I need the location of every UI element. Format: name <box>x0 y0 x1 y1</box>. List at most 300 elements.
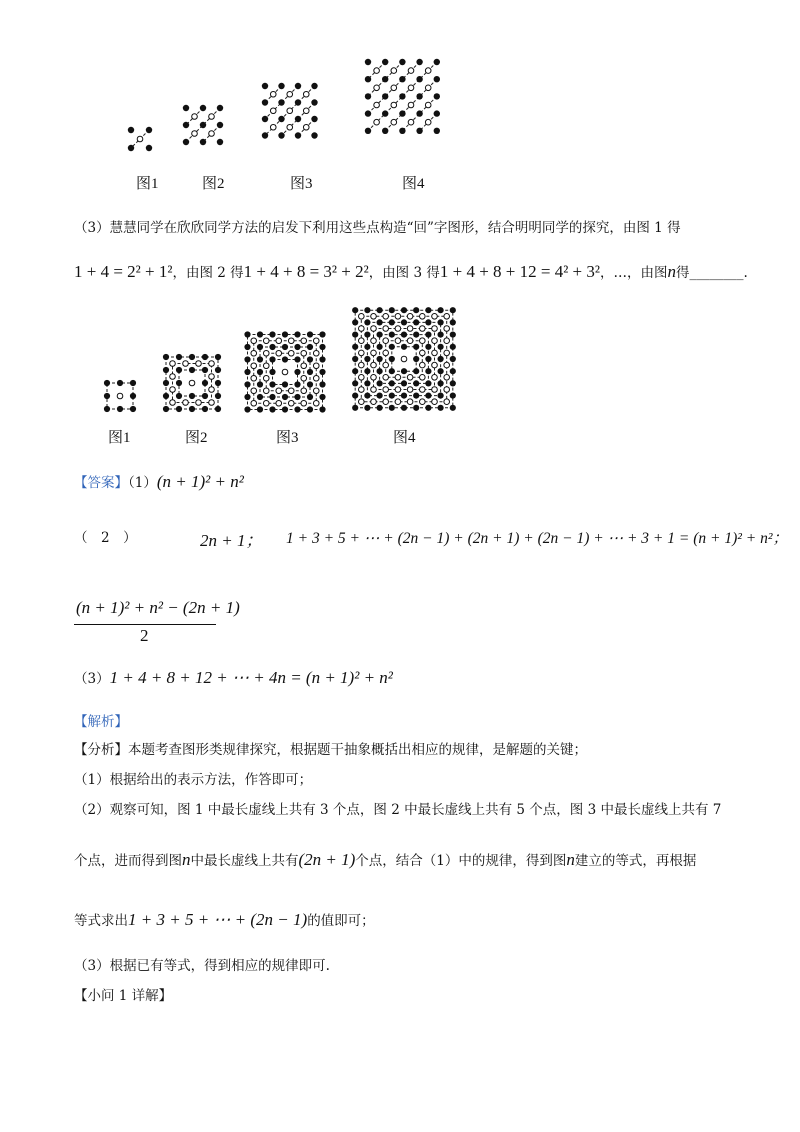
hollow-dot <box>359 362 365 368</box>
analysis-p2-2b: 中最长虚线上共有 <box>190 853 299 869</box>
hollow-dot <box>371 375 377 381</box>
part3-eq2: 1 + 4 + 8 = 3² + 2² <box>243 262 369 281</box>
solid-dot <box>413 368 419 374</box>
hollow-dot <box>301 388 307 394</box>
solid-dot <box>189 393 195 399</box>
analysis-p2-2n2: n <box>566 850 575 869</box>
hollow-dot <box>189 380 195 386</box>
solid-dot <box>163 406 169 412</box>
solid-dot <box>244 356 250 362</box>
analysis-p2-3a: 等式求出 <box>74 913 128 929</box>
solid-dot <box>307 381 313 387</box>
solid-dot <box>146 145 152 151</box>
answer-3: 1 + 4 + 8 + 12 + ⋯ + 4n = (n + 1)² + n² <box>109 668 393 687</box>
bottom-caption-2: 图2 <box>185 430 208 446</box>
hollow-dot <box>313 350 319 356</box>
solid-dot <box>294 344 300 350</box>
hollow-dot <box>444 387 450 393</box>
hollow-dot <box>425 102 431 108</box>
solid-dot <box>364 332 370 338</box>
solid-dot <box>401 332 407 338</box>
hollow-dot <box>251 388 257 394</box>
solid-dot <box>183 122 189 128</box>
solid-dot <box>389 307 395 313</box>
top-caption-4: 图4 <box>402 176 425 192</box>
hollow-dot <box>359 399 365 405</box>
solid-dot <box>365 110 371 116</box>
answer-2-second: 1 + 3 + 5 + ⋯ + (2n − 1) + (2n + 1) + (2n − 1) + ⋯ + 3 + 1 = (n + 1)² + n²； <box>286 530 788 547</box>
solid-dot <box>130 406 136 412</box>
solid-dot <box>352 368 358 374</box>
analysis-p2-line3 <box>74 910 375 931</box>
solid-dot <box>163 354 169 360</box>
solid-dot <box>117 380 123 386</box>
solid-dot <box>217 122 223 128</box>
solid-dot <box>104 406 110 412</box>
solid-dot <box>364 319 370 325</box>
solid-dot <box>163 380 169 386</box>
hollow-dot <box>383 399 389 405</box>
solid-dot <box>434 128 440 134</box>
solid-dot <box>413 380 419 386</box>
part3-eq3: 1 + 4 + 8 + 12 = 4² + 3² <box>439 262 600 281</box>
hollow-dot <box>432 375 438 381</box>
hollow-dot <box>444 350 450 356</box>
part3-text2: ，由图 3 得 <box>368 265 440 281</box>
solid-dot <box>425 307 431 313</box>
solid-dot <box>450 332 456 338</box>
solid-dot <box>377 368 383 374</box>
solid-dot <box>202 393 208 399</box>
solid-dot <box>269 394 275 400</box>
hollow-dot <box>391 85 397 91</box>
hollow-dot <box>407 314 413 320</box>
solid-dot <box>364 393 370 399</box>
hollow-dot <box>303 91 309 97</box>
hollow-dot <box>263 338 269 344</box>
hollow-dot <box>276 350 282 356</box>
hollow-dot <box>383 375 389 381</box>
solid-dot <box>257 381 263 387</box>
solid-dot <box>319 356 325 362</box>
hollow-dot <box>408 102 414 108</box>
solid-dot <box>257 394 263 400</box>
solid-dot <box>282 394 288 400</box>
solid-dot <box>416 128 422 134</box>
hollow-dot <box>401 356 407 362</box>
hollow-dot <box>408 85 414 91</box>
hollow-dot <box>444 362 450 368</box>
solid-dot <box>104 393 110 399</box>
solid-dot <box>307 344 313 350</box>
solid-dot <box>377 356 383 362</box>
bottom-caption-4: 图4 <box>393 430 416 446</box>
solid-dot <box>278 99 284 105</box>
hollow-dot <box>192 114 198 120</box>
hollow-dot <box>383 314 389 320</box>
answer-3-num: （3） <box>74 671 110 687</box>
hollow-dot <box>395 399 401 405</box>
solid-dot <box>438 319 444 325</box>
answer-label: 【答案】 <box>74 475 128 491</box>
hollow-dot <box>288 350 294 356</box>
solid-dot <box>294 394 300 400</box>
hollow-dot <box>420 375 426 381</box>
solid-dot <box>202 354 208 360</box>
solid-dot <box>389 332 395 338</box>
hollow-dot <box>287 124 293 130</box>
solid-dot <box>307 406 313 412</box>
solid-dot <box>130 393 136 399</box>
solid-dot <box>401 344 407 350</box>
answer-2-frac-den: 2 <box>140 626 149 645</box>
solid-dot <box>438 332 444 338</box>
solid-dot <box>413 332 419 338</box>
hollow-dot <box>209 374 215 380</box>
solid-dot <box>244 394 250 400</box>
solid-dot <box>176 406 182 412</box>
analysis-fenxi: 【分析】本题考查图形类规律探究，根据题干抽象概括出相应的规律，是解题的关键； <box>74 742 587 758</box>
solid-dot <box>217 105 223 111</box>
hollow-dot <box>432 387 438 393</box>
solid-dot <box>307 356 313 362</box>
hollow-dot <box>287 91 293 97</box>
hollow-dot <box>408 119 414 125</box>
solid-dot <box>244 344 250 350</box>
part3-eq1: 1 + 4 = 2² + 1² <box>74 262 173 281</box>
hollow-dot <box>383 387 389 393</box>
solid-dot <box>365 128 371 134</box>
solid-dot <box>257 356 263 362</box>
solid-dot <box>434 110 440 116</box>
solid-dot <box>244 331 250 337</box>
solid-dot <box>434 59 440 65</box>
solid-dot <box>269 356 275 362</box>
solid-dot <box>438 368 444 374</box>
bottom-caption-3: 图3 <box>276 430 299 446</box>
hollow-dot <box>407 375 413 381</box>
solid-dot <box>434 76 440 82</box>
hollow-dot <box>251 350 257 356</box>
hollow-dot <box>313 375 319 381</box>
hollow-dot <box>288 338 294 344</box>
solid-dot <box>425 332 431 338</box>
solid-dot <box>352 405 358 411</box>
solid-dot <box>416 59 422 65</box>
hollow-dot <box>276 338 282 344</box>
analysis-xiao: 【小问 1 详解】 <box>74 988 173 1004</box>
solid-dot <box>294 331 300 337</box>
hollow-dot <box>420 387 426 393</box>
solid-dot <box>399 128 405 134</box>
answer-line1 <box>74 472 244 493</box>
hollow-dot <box>251 400 257 406</box>
bottom-caption-1: 图1 <box>108 430 131 446</box>
solid-dot <box>352 319 358 325</box>
solid-dot <box>215 354 221 360</box>
solid-dot <box>244 381 250 387</box>
solid-dot <box>278 83 284 89</box>
hollow-dot <box>407 399 413 405</box>
analysis-p2-2c: 个点，结合（1）中的规律，得到图 <box>355 853 567 869</box>
solid-dot <box>399 76 405 82</box>
hollow-dot <box>196 361 202 367</box>
hollow-dot <box>313 388 319 394</box>
solid-dot <box>425 393 431 399</box>
hollow-dot <box>287 108 293 114</box>
hollow-dot <box>251 363 257 369</box>
solid-dot <box>282 381 288 387</box>
hollow-dot <box>301 375 307 381</box>
solid-dot <box>352 393 358 399</box>
hollow-dot <box>371 399 377 405</box>
hollow-dot <box>263 375 269 381</box>
solid-dot <box>269 369 275 375</box>
hollow-dot <box>288 400 294 406</box>
solid-dot <box>189 367 195 373</box>
solid-dot <box>389 405 395 411</box>
solid-dot <box>352 332 358 338</box>
answer-2-frac-line <box>74 624 216 625</box>
solid-dot <box>262 116 268 122</box>
solid-dot <box>364 356 370 362</box>
answer-2-num: （ 2 ） <box>74 530 137 546</box>
part3-text1: ，由图 2 得 <box>172 265 244 281</box>
hollow-dot <box>137 136 143 142</box>
solid-dot <box>307 394 313 400</box>
hollow-dot <box>383 350 389 356</box>
solid-dot <box>294 406 300 412</box>
hollow-dot <box>432 362 438 368</box>
top-caption-3: 图3 <box>290 176 313 192</box>
hollow-dot <box>359 326 365 332</box>
hollow-dot <box>432 399 438 405</box>
solid-dot <box>104 380 110 386</box>
solid-dot <box>364 368 370 374</box>
hollow-dot <box>395 387 401 393</box>
solid-dot <box>200 139 206 145</box>
hollow-dot <box>276 400 282 406</box>
solid-dot <box>438 356 444 362</box>
hollow-dot <box>383 338 389 344</box>
solid-dot <box>377 344 383 350</box>
hollow-dot <box>303 124 309 130</box>
analysis-p2-2m: (2n + 1) <box>298 850 356 869</box>
hollow-dot <box>313 363 319 369</box>
hollow-dot <box>420 350 426 356</box>
solid-dot <box>352 307 358 313</box>
solid-dot <box>269 381 275 387</box>
solid-dot <box>202 406 208 412</box>
solid-dot <box>319 369 325 375</box>
solid-dot <box>146 127 152 133</box>
hollow-dot <box>170 387 176 393</box>
hollow-dot <box>444 375 450 381</box>
solid-dot <box>450 356 456 362</box>
hollow-dot <box>420 362 426 368</box>
solid-dot <box>311 132 317 138</box>
analysis-p2-3b: 的值即可； <box>307 913 375 929</box>
solid-dot <box>262 83 268 89</box>
solid-dot <box>434 93 440 99</box>
solid-dot <box>377 307 383 313</box>
solid-dot <box>365 59 371 65</box>
solid-dot <box>130 380 136 386</box>
hollow-dot <box>374 85 380 91</box>
solid-dot <box>319 394 325 400</box>
hollow-dot <box>209 361 215 367</box>
solid-dot <box>413 307 419 313</box>
solid-dot <box>262 132 268 138</box>
hollow-dot <box>371 387 377 393</box>
solid-dot <box>425 405 431 411</box>
solid-dot <box>364 380 370 386</box>
solid-dot <box>319 344 325 350</box>
solid-dot <box>163 367 169 373</box>
hollow-dot <box>395 375 401 381</box>
hollow-dot <box>391 68 397 74</box>
solid-dot <box>365 93 371 99</box>
hollow-dot <box>407 326 413 332</box>
solid-dot <box>262 99 268 105</box>
solid-dot <box>450 380 456 386</box>
solid-dot <box>416 76 422 82</box>
hollow-dot <box>359 350 365 356</box>
hollow-dot <box>420 399 426 405</box>
solid-dot <box>352 344 358 350</box>
hollow-dot <box>196 400 202 406</box>
solid-dot <box>269 344 275 350</box>
solid-dot <box>401 368 407 374</box>
solid-dot <box>295 116 301 122</box>
solid-dot <box>382 59 388 65</box>
solid-dot <box>413 356 419 362</box>
hollow-dot <box>276 388 282 394</box>
hollow-dot <box>192 131 198 137</box>
solid-dot <box>425 380 431 386</box>
hollow-dot <box>209 114 215 120</box>
hollow-dot <box>303 108 309 114</box>
solid-dot <box>183 139 189 145</box>
hollow-dot <box>420 338 426 344</box>
hollow-dot <box>432 314 438 320</box>
hollow-dot <box>263 350 269 356</box>
hollow-dot <box>359 314 365 320</box>
solid-dot <box>257 331 263 337</box>
solid-dot <box>438 344 444 350</box>
solid-dot <box>364 405 370 411</box>
hollow-dot <box>359 338 365 344</box>
hollow-dot <box>371 338 377 344</box>
solid-dot <box>389 344 395 350</box>
solid-dot <box>282 344 288 350</box>
solid-dot <box>364 344 370 350</box>
solid-dot <box>278 116 284 122</box>
solid-dot <box>189 406 195 412</box>
solid-dot <box>294 381 300 387</box>
answer-2-first: 2n + 1； <box>200 531 263 550</box>
part3-text4: 得________. <box>676 265 748 281</box>
solid-dot <box>416 93 422 99</box>
solid-dot <box>189 354 195 360</box>
solid-dot <box>450 319 456 325</box>
solid-dot <box>202 367 208 373</box>
solid-dot <box>389 393 395 399</box>
solid-dot <box>438 307 444 313</box>
solid-dot <box>425 356 431 362</box>
solid-dot <box>399 110 405 116</box>
hollow-dot <box>170 374 176 380</box>
solid-dot <box>163 393 169 399</box>
hollow-dot <box>183 400 189 406</box>
solid-dot <box>319 406 325 412</box>
solid-dot <box>294 356 300 362</box>
solid-dot <box>183 105 189 111</box>
solid-dot <box>176 367 182 373</box>
hollow-dot <box>374 68 380 74</box>
hollow-dot <box>432 350 438 356</box>
hollow-dot <box>301 338 307 344</box>
hollow-dot <box>432 338 438 344</box>
solid-dot <box>401 307 407 313</box>
solid-dot <box>257 344 263 350</box>
solid-dot <box>365 76 371 82</box>
solid-dot <box>278 132 284 138</box>
solid-dot <box>282 356 288 362</box>
hollow-dot <box>263 388 269 394</box>
hollow-dot <box>407 387 413 393</box>
hollow-dot <box>383 326 389 332</box>
solid-dot <box>282 406 288 412</box>
hollow-dot <box>263 363 269 369</box>
solid-dot <box>450 405 456 411</box>
hollow-dot <box>432 326 438 332</box>
hollow-dot <box>251 375 257 381</box>
solid-dot <box>215 393 221 399</box>
solid-dot <box>319 331 325 337</box>
solid-dot <box>295 83 301 89</box>
analysis-p2-2a: 个点，进而得到图 <box>74 853 182 869</box>
hollow-dot <box>391 102 397 108</box>
solid-dot <box>244 406 250 412</box>
solid-dot <box>425 344 431 350</box>
hollow-dot <box>444 326 450 332</box>
solid-dot <box>413 319 419 325</box>
solid-dot <box>202 380 208 386</box>
hollow-dot <box>391 119 397 125</box>
analysis-p2-2n: n <box>182 850 191 869</box>
solid-dot <box>176 393 182 399</box>
solid-dot <box>425 319 431 325</box>
solid-dot <box>401 393 407 399</box>
solid-dot <box>382 110 388 116</box>
solid-dot <box>128 127 134 133</box>
solid-dot <box>377 319 383 325</box>
analysis-p2-2d: 建立的等式，再根据 <box>574 853 697 869</box>
hollow-dot <box>270 124 276 130</box>
analysis-p2-line1: （2）观察可知，图 1 中最长虚线上共有 3 个点，图 2 中最长虚线上共有 5 个点，图 3 中最长虚线上共有 7 <box>74 802 722 818</box>
hollow-dot <box>209 400 215 406</box>
hollow-dot <box>371 362 377 368</box>
hollow-dot <box>183 361 189 367</box>
solid-dot <box>416 110 422 116</box>
hollow-dot <box>371 314 377 320</box>
solid-dot <box>307 331 313 337</box>
solid-dot <box>401 405 407 411</box>
solid-dot <box>311 99 317 105</box>
solid-dot <box>438 380 444 386</box>
hollow-dot <box>313 338 319 344</box>
